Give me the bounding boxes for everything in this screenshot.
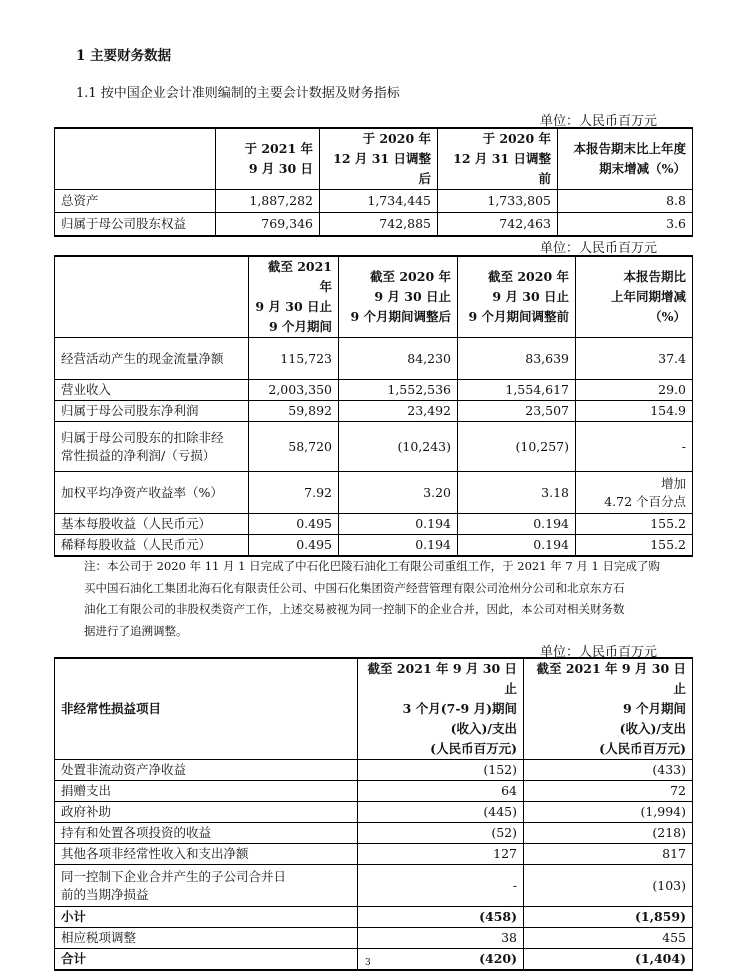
row-label: 归属于母公司股东权益 xyxy=(55,213,216,236)
table-row xyxy=(55,802,693,823)
header-row xyxy=(55,256,693,338)
operating-results-table xyxy=(54,255,693,557)
value-cell: 742,885 xyxy=(320,213,438,236)
column-header: 本报告期比 上年同期增减 （%） xyxy=(576,256,693,338)
row-label: 处置非流动资产净收益 xyxy=(55,760,358,781)
value-cell: 72 xyxy=(524,781,693,802)
table-row xyxy=(55,514,693,535)
table-row xyxy=(55,213,693,236)
value-cell: (458) xyxy=(358,907,524,928)
row-label: 归属于母公司股东净利润 xyxy=(55,401,249,422)
value-cell: 38 xyxy=(358,928,524,949)
row-label: 总资产 xyxy=(55,190,216,213)
row-label: 加权平均净资产收益率（%） xyxy=(55,472,249,514)
value-cell: 0.495 xyxy=(249,535,339,556)
value-cell: 7.92 xyxy=(249,472,339,514)
financial-position-table xyxy=(54,127,693,237)
row-label: 其他各项非经常性收入和支出净额 xyxy=(55,844,358,865)
value-cell: 155.2 xyxy=(576,514,693,535)
unit-label-2: 单位：人民币百万元 xyxy=(540,241,658,256)
value-cell: (218) xyxy=(524,823,693,844)
table-row xyxy=(55,844,693,865)
column-header: 截至 2021 年 9 月 30 日止 9 个月期间 xyxy=(249,256,339,338)
value-cell: (103) xyxy=(524,865,693,907)
value-cell: 0.194 xyxy=(458,514,576,535)
value-cell: 3.6 xyxy=(558,213,693,236)
row-label: 营业收入 xyxy=(55,380,249,401)
value-cell: 84,230 xyxy=(339,338,458,380)
column-header: 截至 2020 年 9 月 30 日止 9 个月期间调整前 xyxy=(458,256,576,338)
column-header: 截至 2021 年 9 月 30 日止 9 个月期间 (收入)/支出 (人民币百万元) xyxy=(524,658,693,760)
row-label: 经营活动产生的现金流量净额 xyxy=(55,338,249,380)
table-row xyxy=(55,907,693,928)
value-cell: 58,720 xyxy=(249,422,339,472)
row-label: 相应税项调整 xyxy=(55,928,358,949)
value-cell: (445) xyxy=(358,802,524,823)
header-row xyxy=(55,128,693,190)
footnote-line: 注：本公司于 2020 年 11 月 1 日完成了中石化巴陵石油化工有限公司重组工作，于 2021 年 7 月 1 日完成了购 xyxy=(84,559,660,573)
value-cell: (152) xyxy=(358,760,524,781)
row-label: 小计 xyxy=(55,907,358,928)
value-cell: 115,723 xyxy=(249,338,339,380)
row-label: 持有和处置各项投资的收益 xyxy=(55,823,358,844)
table-row xyxy=(55,472,693,514)
value-cell: 769,346 xyxy=(216,213,320,236)
value-cell: (1,404) xyxy=(524,949,693,970)
row-label: 归属于母公司股东的扣除非经 常性损益的净利润/（亏损） xyxy=(55,422,249,472)
table-row xyxy=(55,949,693,970)
value-cell: (433) xyxy=(524,760,693,781)
value-cell: 817 xyxy=(524,844,693,865)
table-row xyxy=(55,823,693,844)
row-label: 政府补助 xyxy=(55,802,358,823)
unit-label-1: 单位：人民币百万元 xyxy=(540,114,658,129)
column-header: 于 2020 年 12 月 31 日调整前 xyxy=(438,128,558,190)
value-cell: (10,257) xyxy=(458,422,576,472)
row-label: 基本每股收益（人民币元） xyxy=(55,514,249,535)
table-row xyxy=(55,401,693,422)
value-cell: 455 xyxy=(524,928,693,949)
value-cell: - xyxy=(576,422,693,472)
table-row xyxy=(55,865,693,907)
column-header: 本报告期末比上年度 期末增减（%） xyxy=(558,128,693,190)
table-row xyxy=(55,781,693,802)
value-cell: 增加 4.72 个百分点 xyxy=(576,472,693,514)
value-cell: (1,859) xyxy=(524,907,693,928)
header-row xyxy=(55,658,693,760)
table-row xyxy=(55,422,693,472)
table-row xyxy=(55,535,693,556)
value-cell: 1,554,617 xyxy=(458,380,576,401)
column-header: 于 2020 年 12 月 31 日调整后 xyxy=(320,128,438,190)
table-row xyxy=(55,760,693,781)
footnote-line: 买中国石油化工集团北海石化有限责任公司、中国石化集团资产经营管理有限公司沧州分公司和北京东方石 xyxy=(84,580,625,595)
value-cell: - xyxy=(358,865,524,907)
footnote xyxy=(84,556,694,642)
value-cell: 83,639 xyxy=(458,338,576,380)
subsection-heading: 1.1 按中国企业会计准则编制的主要会计数据及财务指标 xyxy=(76,86,400,101)
value-cell: 8.8 xyxy=(558,190,693,213)
value-cell: 59,892 xyxy=(249,401,339,422)
column-header xyxy=(55,256,249,338)
row-label: 合计 xyxy=(55,949,358,970)
value-cell: 154.9 xyxy=(576,401,693,422)
value-cell: 742,463 xyxy=(438,213,558,236)
value-cell: 0.495 xyxy=(249,514,339,535)
value-cell: 1,734,445 xyxy=(320,190,438,213)
value-cell: 29.0 xyxy=(576,380,693,401)
value-cell: 23,507 xyxy=(458,401,576,422)
column-header: 非经常性损益项目 xyxy=(55,658,358,760)
non-recurring-items-table xyxy=(54,657,693,971)
table-row xyxy=(55,190,693,213)
unit-label-3: 单位：人民币百万元 xyxy=(540,645,658,660)
value-cell: (52) xyxy=(358,823,524,844)
page-number: 3 xyxy=(365,958,371,968)
value-cell: 64 xyxy=(358,781,524,802)
column-header: 截至 2021 年 9 月 30 日止 3 个月(7-9 月)期间 (收入)/支出 (人民币百万元) xyxy=(358,658,524,760)
row-label: 稀释每股收益（人民币元） xyxy=(55,535,249,556)
value-cell: (1,994) xyxy=(524,802,693,823)
row-label: 捐赠支出 xyxy=(55,781,358,802)
footnote-line: 据进行了追溯调整。 xyxy=(84,623,188,638)
value-cell: 0.194 xyxy=(458,535,576,556)
value-cell: 0.194 xyxy=(339,535,458,556)
value-cell: 3.18 xyxy=(458,472,576,514)
value-cell: 1,733,805 xyxy=(438,190,558,213)
value-cell: 155.2 xyxy=(576,535,693,556)
table-row xyxy=(55,380,693,401)
column-header xyxy=(55,128,216,190)
value-cell: 0.194 xyxy=(339,514,458,535)
value-cell: 127 xyxy=(358,844,524,865)
value-cell: 23,492 xyxy=(339,401,458,422)
value-cell: 2,003,350 xyxy=(249,380,339,401)
value-cell: 1,887,282 xyxy=(216,190,320,213)
value-cell: (420) xyxy=(358,949,524,970)
section-heading: 1 主要财务数据 xyxy=(76,48,172,64)
table-row xyxy=(55,928,693,949)
value-cell: 3.20 xyxy=(339,472,458,514)
value-cell: 1,552,536 xyxy=(339,380,458,401)
value-cell: (10,243) xyxy=(339,422,458,472)
row-label: 同一控制下企业合并产生的子公司合并日 前的当期净损益 xyxy=(55,865,358,907)
column-header: 截至 2020 年 9 月 30 日止 9 个月期间调整后 xyxy=(339,256,458,338)
table-row xyxy=(55,338,693,380)
column-header: 于 2021 年 9 月 30 日 xyxy=(216,128,320,190)
value-cell: 37.4 xyxy=(576,338,693,380)
footnote-line: 油化工有限公司的非股权类资产工作，上述交易被视为同一控制下的企业合并，因此，本公司对相关财务数 xyxy=(84,602,625,616)
